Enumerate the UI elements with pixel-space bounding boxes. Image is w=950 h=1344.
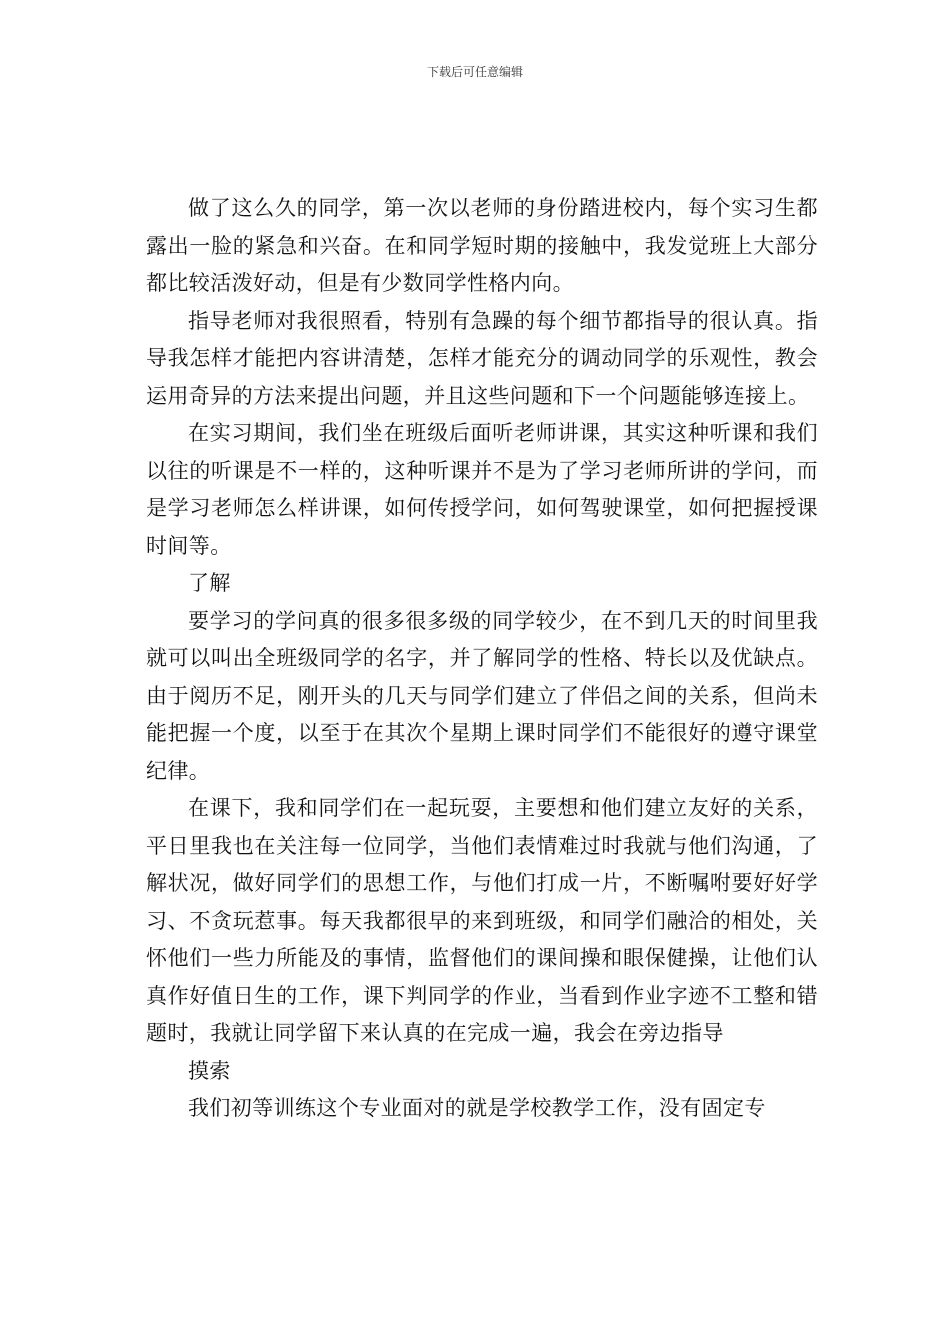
paragraph-first-day: 做了这么久的同学，第一次以老师的身份踏进校内，每个实习生都露出一脸的紧急和兴奋。在和同学短时期的接触中，我发觉班上大部分都比较活泼好动，但是有少数同学性格内向。 bbox=[146, 196, 818, 295]
document-body bbox=[146, 190, 818, 1128]
section-heading-understanding: 了解 bbox=[188, 571, 231, 595]
paragraph-primary-education: 我们初等训练这个专业面对的就是学校教学工作，没有固定专 bbox=[188, 1096, 766, 1120]
paragraph-observing-class: 在实习期间，我们坐在班级后面听老师讲课，其实这种听课和我们以往的听课是不一样的，这种听课并不是为了学习老师所讲的学问，而是学习老师怎么样讲课，如何传授学问，如何驾驶课堂，如何把握授课时间等。 bbox=[146, 421, 818, 558]
paragraph-after-class: 在课下，我和同学们在一起玩耍，主要想和他们建立友好的关系，平日里我也在关注每一位同学，当他们表情难过时我就与他们沟通，了解状况，做好同学们的思想工作，与他们打成一片，不断嘱咐要好好学习、不贪玩惹事。每天我都很早的来到班级，和同学们融洽的相处，关怀他们一些力所能及的事情，监督他们的课间操和眼保健操，让他们认真作好值日生的工作，课下判同学的作业，当看到作业字迹不工整和错题时，我就让同学留下来认真的在完成一遍，我会在旁边指导 bbox=[146, 796, 818, 1045]
paragraph-guidance-teacher: 指导老师对我很照看，特别有急躁的每个细节都指导的很认真。指导我怎样才能把内容讲清楚，怎样才能充分的调动同学的乐观性，教会运用奇异的方法来提出问题，并且这些问题和下一个问题能够连接上。 bbox=[146, 308, 818, 408]
page-header-note: 下载后可任意编辑 bbox=[426, 65, 523, 79]
paragraph-knowing-students: 要学习的学问真的很多很多级的同学较少，在不到几天的时间里我就可以叫出全班级同学的名字，并了解同学的性格、特长以及优缺点。由于阅历不足，刚开头的几天与同学们建立了伴侣之间的关系，但尚未能把握一个度，以至于在其次个星期上课时同学们不能很好的遵守课堂纪律。 bbox=[146, 608, 818, 783]
section-heading-exploring: 摸索 bbox=[188, 1058, 231, 1083]
